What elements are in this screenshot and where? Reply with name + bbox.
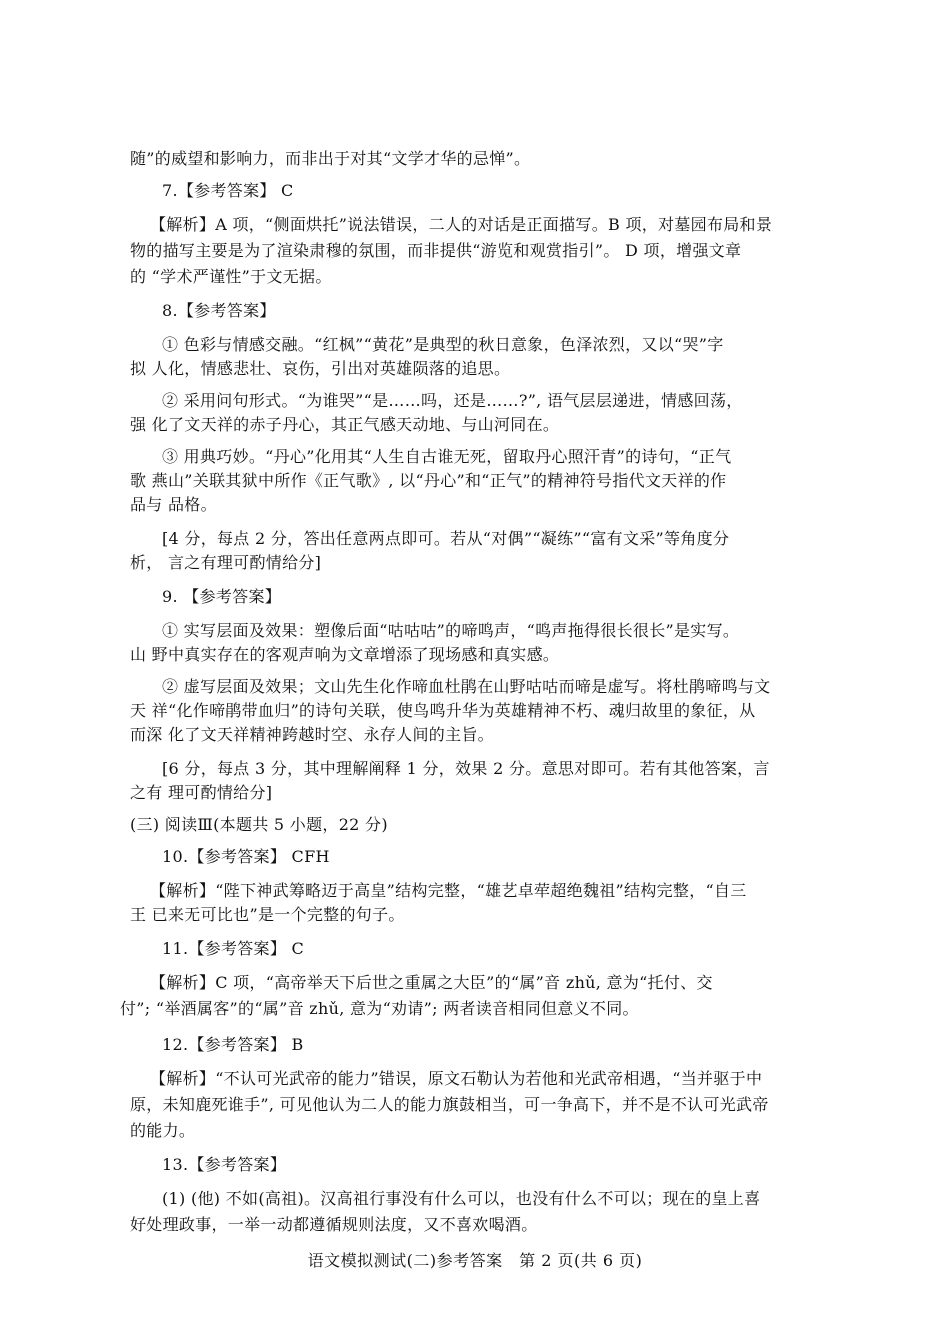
text-line: ③ 用典巧妙。“丹心”化用其“人生自古谁无死，留取丹心照汗青”的诗句，“正气	[162, 447, 732, 466]
page-footer: 语文模拟测试(二)参考答案 第 2 页(共 6 页)	[307, 1251, 643, 1270]
text-line: 强 化了文天祥的赤子丹心，其正气感天动地、与山河同在。	[130, 415, 560, 434]
answer-heading-10: 10.【参考答案】 CFH	[162, 847, 330, 866]
text-line: 天 祥“化作啼鹃带血归”的诗句关联，使鸟鸣升华为英雄精神不朽、魂归故里的象征，从	[130, 701, 756, 720]
section-heading: (三) 阅读Ⅲ(本题共 5 小题，22 分)	[130, 815, 388, 834]
text-line: 的能力。	[130, 1121, 196, 1140]
text-line: 拟 人化，情感悲壮、哀伤，引出对英雄陨落的追思。	[130, 359, 511, 378]
text-line: 好处理政事，一举一动都遵循规则法度，又不喜欢喝酒。	[130, 1215, 538, 1234]
text-line: 王 已来无可比也”是一个完整的句子。	[130, 905, 405, 924]
answer-heading-13: 13.【参考答案】	[162, 1155, 287, 1174]
answer-heading-11: 11.【参考答案】 C	[162, 939, 305, 958]
text-line: ① 实写层面及效果：塑像后面“咕咕咕”的啼鸣声，“鸣声拖得很长很长”是实写。	[162, 621, 740, 640]
scoring-note: [4 分，每点 2 分，答出任意两点即可。若从“对偶”“凝练”“富有文采”等角度分	[162, 529, 730, 548]
text-line: 【解析】C 项，“高帝举天下后世之重属之大臣”的“属”音 zhǔ, 意为“托付、交	[150, 973, 713, 992]
text-line: 随”的威望和影响力，而非出于对其“文学才华的忌惮”。	[130, 149, 531, 168]
text-line: 付”; “举酒属客”的“属”音 zhǔ, 意为“劝请”; 两者读音相同但意义不同。	[120, 999, 639, 1018]
text-line: ② 采用问句形式。“为谁哭”“是……吗，还是……?”, 语气层层递进，情感回荡，	[162, 391, 743, 410]
scoring-note: [6 分，每点 3 分，其中理解阐释 1 分，效果 2 分。意思对即可。若有其他答案，言	[162, 759, 770, 778]
text-line: 歌 燕山”关联其狱中所作《正气歌》, 以“丹心”和“正气”的精神符号指代文天祥的作	[130, 471, 727, 490]
scoring-note: 之有 理可酌情给分]	[130, 783, 273, 802]
text-line: (1) (他) 不如(高祖)。汉高祖行事没有什么可以，也没有什么不可以；现在的皇上喜	[162, 1189, 761, 1208]
text-line: 的 “学术严谨性”于文无据。	[130, 267, 332, 286]
text-line: ② 虚写层面及效果；文山先生化作啼血杜鹃在山野咕咕而啼是虚写。将杜鹃啼鸣与文	[162, 677, 771, 696]
answer-heading-9: 9. 【参考答案】	[162, 587, 282, 606]
answer-heading-8: 8.【参考答案】	[162, 301, 276, 320]
text-line: 【解析】“陛下神武筹略迈于高皇”结构完整，“雄艺卓荦超绝魏祖”结构完整，“自三	[150, 881, 747, 900]
text-line: 原，未知鹿死谁手”, 可见他认为二人的能力旗鼓相当，可一争高下，并不是不认可光武帝	[130, 1095, 769, 1114]
text-line: 物的描写主要是为了渲染肃穆的氛围，而非提供“游览和观赏指引”。 D 项，增强文章	[130, 241, 742, 260]
scoring-note: 析， 言之有理可酌情给分]	[130, 553, 322, 572]
text-line: 山 野中真实存在的客观声响为文章增添了现场感和真实感。	[130, 645, 560, 664]
answer-heading-7: 7.【参考答案】 C	[162, 181, 294, 200]
text-line: ① 色彩与情感交融。“红枫”“黄花”是典型的秋日意象，色泽浓烈，又以“哭”字	[162, 335, 724, 354]
text-line: 【解析】A 项，“侧面烘托”说法错误，二人的对话是正面描写。B 项，对墓园布局和景	[150, 215, 773, 234]
text-line: 品与 品格。	[130, 495, 217, 514]
answer-heading-12: 12.【参考答案】 B	[162, 1035, 304, 1054]
text-line: 【解析】“不认可光武帝的能力”错误，原文石勒认为若他和光武帝相遇，“当并驱于中	[150, 1069, 763, 1088]
text-line: 而深 化了文天祥精神跨越时空、永存人间的主旨。	[130, 725, 494, 744]
